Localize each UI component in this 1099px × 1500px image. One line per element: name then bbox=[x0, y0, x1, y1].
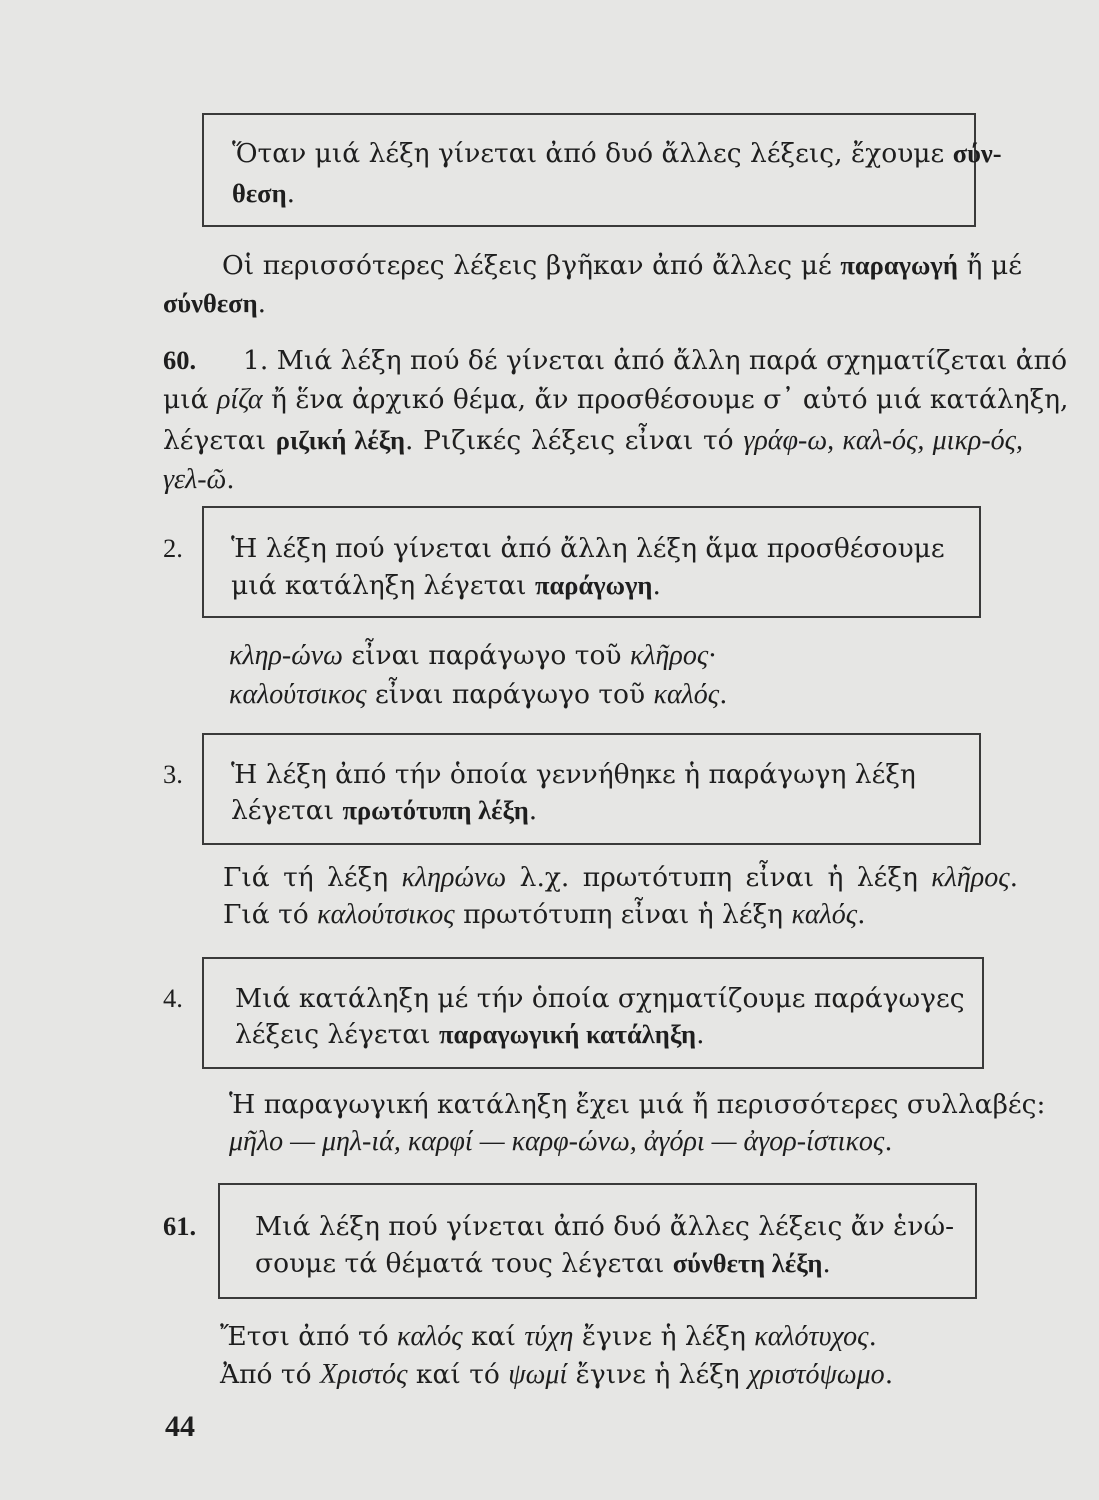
section-number-61: 61. bbox=[163, 1211, 197, 1241]
box4-line2: λέξεις λέγεται παραγωγική κατάληξη. bbox=[235, 1019, 705, 1050]
ex5-line2: Ἀπό τό Χριστός καί τό ψωμί ἔγινε ἡ λέξη χριστόψωμο. bbox=[220, 1359, 894, 1390]
sec60-line1: 60. 1. Μιά λέξη πού δέ γίνεται ἀπό ἄλλη παρά σχηματίζεται ἀπό bbox=[163, 340, 1023, 381]
ex4-line1: Ἡ παραγωγική κατάληξη ἔχει μιά ἤ περισσότερες συλλαβές: bbox=[229, 1089, 1046, 1120]
box3-line2: λέγεται πρωτότυπη λέξη. bbox=[231, 795, 538, 826]
box4-line1: 4. Μιά κατάληξη μέ τήν ὁποία σχηματίζουμε παράγωγες bbox=[163, 983, 965, 1014]
box2-line1: 2. Ἡ λέξη πού γίνεται ἀπό ἄλλη λέξη ἅμα προσθέσουμε bbox=[163, 533, 945, 564]
sec60-line3: λέγεται ριζική λέξη. Ριζικές λέξεις εἶναι τό γράφ-ω, καλ-ός, μικρ-ός, bbox=[163, 425, 1024, 456]
ex5-line1: Ἔτσι ἀπό τό καλός καί τύχη ἔγινε ἡ λέξη καλότυχος. bbox=[220, 1321, 877, 1352]
box3-line1: 3. Ἡ λέξη ἀπό τήν ὁποία γεννήθηκε ἡ παράγωγη λέξη bbox=[163, 759, 916, 790]
box5-line2: σουμε τά θέματά τους λέγεται σύνθετη λέξη. bbox=[255, 1248, 831, 1279]
box1-line2: θεση. bbox=[232, 178, 296, 209]
box2-line2: μιά κατάληξη λέγεται παράγωγη. bbox=[231, 570, 661, 601]
box5-line1: 61. Μιά λέξη πού γίνεται ἀπό δυό ἄλλες λέξεις ἄν ἑνώ- bbox=[163, 1206, 1023, 1247]
ex4-line2: μῆλο — μηλ-ιά, καρφί — καρφ-ώνω, ἀγόρι — ἀγορ-ίστικος. bbox=[229, 1126, 893, 1157]
section-number-60: 60. bbox=[163, 345, 197, 375]
ex2-line1: κληρ-ώνω εἶναι παράγωγο τοῦ κλῆρος· bbox=[229, 640, 717, 671]
ex2-line2: καλούτσικος εἶναι παράγωγο τοῦ καλός. bbox=[229, 679, 728, 710]
page-number: 44 bbox=[165, 1410, 195, 1443]
para1-line2: σύνθεση. bbox=[163, 288, 267, 319]
ex3-line2: Γιά τό καλούτσικος πρωτότυπη εἶναι ἡ λέξη καλός. bbox=[223, 899, 866, 930]
sec60-line2: μιά ρίζα ἤ ἕνα ἀρχικό θέμα, ἄν προσθέσουμε σ᾽ αὐτό μιά κατάληξη, bbox=[163, 384, 1069, 415]
para1-line1: Οἱ περισσότερες λέξεις βγῆκαν ἀπό ἄλλες μέ παραγωγή ἤ μέ bbox=[222, 250, 1022, 281]
sec60-line4: γελ-ῶ. bbox=[163, 464, 235, 495]
ex3-line1: Γιά τή λέξη κληρώνω λ.χ. πρωτότυπη εἶναι ἡ λέξη κλῆρος. bbox=[223, 862, 1018, 893]
box1-line1: Ὅταν μιά λέξη γίνεται ἀπό δυό ἄλλες λέξεις, ἔχουμε σύν- bbox=[232, 138, 1002, 169]
